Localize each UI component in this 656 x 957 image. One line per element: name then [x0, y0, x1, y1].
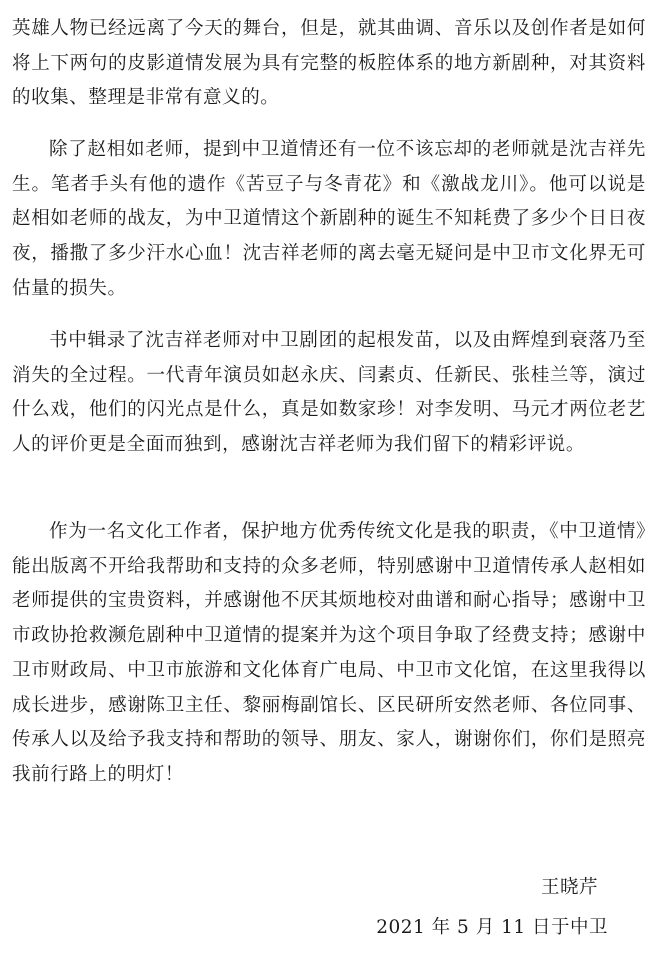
signature-date: 2021 年 5 月 11 日于中卫: [376, 917, 608, 938]
paragraph-1: 英雄人物已经远离了今天的舞台，但是，就其曲调、音乐以及创作者是如何将上下两句的皮影道情发展为具有完整的板腔体系的地方新剧种，对其资料的收集、整理是非常有意义的。: [12, 18, 646, 109]
paragraph-4: 作为一名文化工作者，保护地方优秀传统文化是我的职责，《中卫道情》能出版离不开给我帮助和支持的众多老师，特别感谢中卫道情传承人赵相如老师提供的宝贵资料，并感谢他不厌其烦地校对曲谱和耐心指导；感谢中卫市政协抢救濒危剧种中卫道情的提案并为这个项目争取了经费支持；感谢中卫市财政局、中卫市旅游和文化体育广电局、中卫市文化馆，在这里我得以成长进步，感谢陈卫主任、黎丽梅副馆长、区民研所安然老师、各位同事、传承人以及给予我支持和帮助的领导、朋友、家人，谢谢你们，你们是照亮我前行路上的明灯！: [12, 521, 646, 785]
author-signature: 王晓芹: [540, 877, 598, 898]
paragraph-2: 除了赵相如老师，提到中卫道情还有一位不该忘却的老师就是沈吉祥先生。笔者手头有他的遗作《苦豆子与冬青花》和《激战龙川》。他可以说是赵相如老师的战友，为中卫道情这个新剧种的诞生不知耗费了多少个日日夜夜，播撒了多少汗水心血！沈吉祥老师的离去毫无疑问是中卫市文化界无可估量的损失。: [12, 139, 646, 299]
paragraph-3: 书中辑录了沈吉祥老师对中卫剧团的起根发苗，以及由辉煌到衰落乃至消失的全过程。一代青年演员如赵永庆、闫素贞、任新民、张桂兰等，演过什么戏，他们的闪光点是什么，真是如数家珍！对李发明、马元才两位老艺人的评价更是全面而独到，感谢沈吉祥老师为我们留下的精彩评说。: [12, 330, 646, 456]
